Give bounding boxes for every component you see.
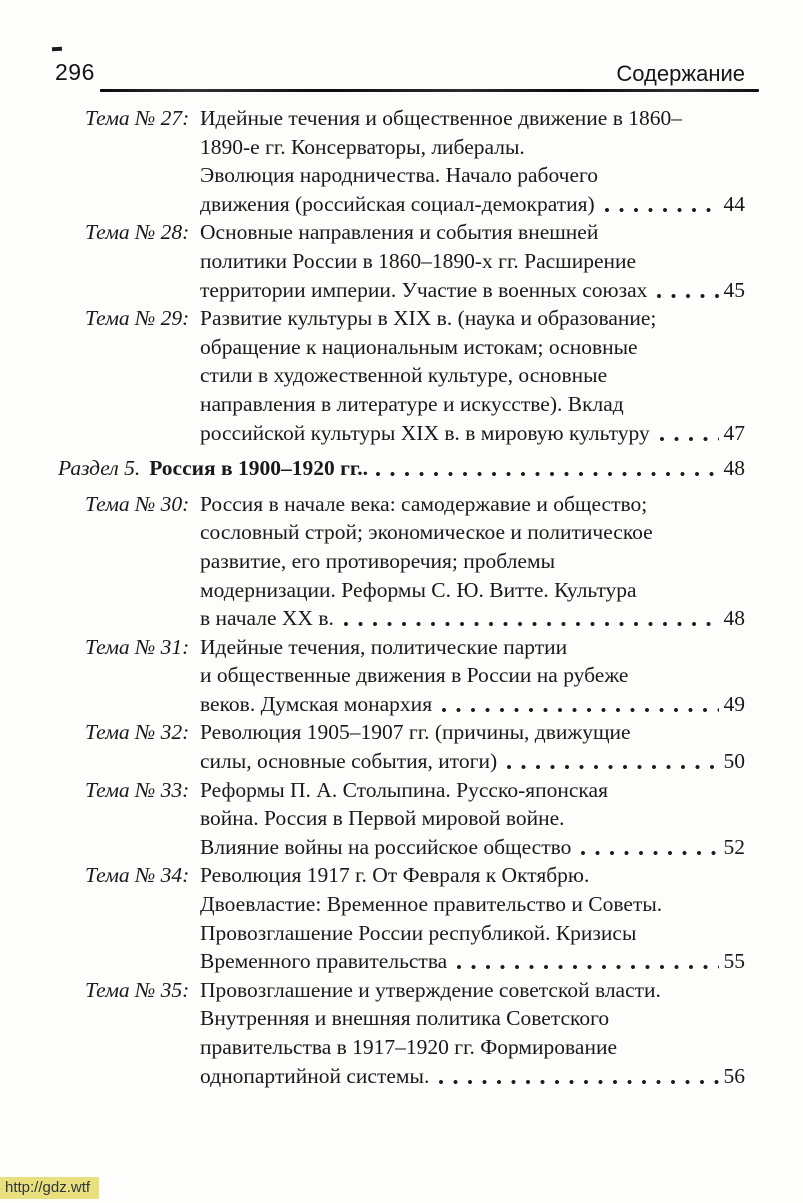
toc-entry-label: Тема № 34: (85, 863, 190, 888)
toc-entry-line: однопартийной системы. (200, 1063, 430, 1088)
toc-entry-line: Двоевластие: Временное правительство и Советы. (200, 892, 663, 917)
dot-leader (453, 947, 718, 976)
toc-entry-line: территории империи. Участие в военных союзах (200, 277, 648, 302)
page-number-ref: 45 (723, 277, 745, 302)
toc-entry-last-line (200, 1062, 745, 1091)
toc-entry-body (200, 776, 745, 862)
toc-entry-body (200, 104, 745, 218)
dot-leader (601, 190, 719, 219)
toc-entry-line: российской культуры XIX в. в мировую культуру (200, 420, 650, 445)
toc-entry (0, 304, 745, 447)
toc-entry-last-line (200, 190, 745, 219)
dot-leader (653, 276, 718, 305)
page-number: 296 (55, 59, 95, 85)
toc-entry-last-line (200, 947, 745, 976)
toc-entry-line: модернизации. Реформы С. Ю. Витте. Культура (200, 577, 637, 602)
toc-entry-last-line (200, 833, 745, 862)
toc-entry-label: Тема № 35: (85, 977, 190, 1002)
toc-entry-line: движения (российская социал-демократия) (200, 191, 595, 216)
dot-leader (438, 690, 718, 719)
page-number-ref: 47 (723, 420, 745, 445)
page-number-ref: 52 (723, 834, 745, 859)
toc-entry-line: стили в художественной культуре, основные (200, 363, 608, 388)
watermark-url: http://gdz.wtf (0, 1177, 99, 1199)
running-header-title: Содержание (616, 61, 745, 86)
toc-entry-line: веков. Думская монархия (200, 691, 433, 716)
toc-entry-line: Эволюция народничества. Начало рабочего (200, 163, 599, 188)
toc-entry-line: Революция 1905–1907 гг. (причины, движущие (200, 720, 631, 745)
page-number-ref: 56 (723, 1063, 745, 1088)
toc-entry (0, 633, 745, 719)
toc-entry-line: Революция 1917 г. От Февраля к Октябрю. (200, 863, 590, 888)
toc-entry-line: силы, основные события, итоги) (200, 749, 498, 774)
toc-entry-last-line (200, 747, 745, 776)
toc-entry-line: сословный строй; экономическое и политическое (200, 520, 653, 545)
toc-entry-line: Основные направления и события внешней (200, 220, 599, 245)
page-number-ref: 48 (723, 456, 745, 481)
toc-entry (0, 776, 745, 862)
toc-entry (0, 718, 745, 775)
toc-entry-line: правительства в 1917–1920 гг. Формирование (200, 1035, 618, 1059)
dot-leader (503, 747, 718, 776)
page-number-ref: 44 (723, 191, 745, 216)
toc-entry-label: Тема № 27: (85, 106, 190, 130)
toc-entry-line: 1890-е гг. Консерваторы, либералы. (200, 134, 525, 159)
toc-entry-line: Внутренняя и внешняя политика Советского (200, 1006, 610, 1031)
toc-entry-body (200, 633, 745, 719)
toc-entry-label: Тема № 29: (85, 306, 190, 331)
toc-entry-line: направления в литературе и искусстве). Вклад (200, 391, 624, 416)
toc-entry-last-line (200, 419, 745, 448)
toc-entry (0, 490, 745, 633)
page-number-ref: 48 (723, 606, 745, 631)
header-rule (100, 89, 759, 92)
page-number-ref: 55 (723, 949, 745, 974)
dot-leader (656, 419, 719, 448)
toc-entry (0, 861, 745, 975)
toc-entry-line: Реформы П. А. Столыпина. Русско-японская (200, 777, 608, 802)
toc-entry-body (200, 218, 745, 304)
dot-leader (435, 1062, 718, 1091)
toc-entry-last-line (200, 690, 745, 719)
page-number-ref: 50 (723, 749, 745, 774)
toc-entry-body (200, 304, 745, 447)
toc-entry-label: Тема № 30: (85, 491, 190, 516)
toc-entry (0, 104, 745, 218)
toc-entry-line: Влияние войны на российское общество (200, 834, 572, 859)
toc-entry-body (200, 718, 745, 775)
dot-leader (577, 833, 718, 862)
toc-entry-line: политики России в 1860–1890-х гг. Расширение (200, 248, 637, 273)
toc-entry-label: Тема № 32: (85, 720, 190, 745)
toc-entry-label: Тема № 31: (85, 634, 190, 659)
toc-entry-line: Провозглашение России республикой. Кризисы (200, 920, 637, 945)
toc-entry-line: в начале XX в. (200, 606, 334, 631)
dot-leader (372, 454, 719, 483)
toc-entry-line: Развитие культуры в XIX в. (наука и образование; (200, 306, 657, 331)
toc-entry (0, 976, 745, 1090)
toc-entry-line: обращение к национальным истокам; основные (200, 334, 638, 359)
toc-entry-label: Тема № 33: (85, 777, 190, 802)
toc-entry-last-line (200, 604, 745, 633)
toc-section-label: Раздел 5. (58, 456, 141, 481)
dot-leader (340, 604, 719, 633)
toc-section-title: Россия в 1900–1920 гг.. (149, 456, 368, 481)
table-of-contents (0, 104, 803, 1090)
page-number-ref: 49 (723, 691, 745, 716)
toc-entry-line: Временного правительства (200, 949, 448, 974)
toc-entry-label: Тема № 28: (85, 220, 190, 245)
toc-entry-line: и общественные движения в России на рубеже (200, 663, 629, 688)
toc-section-row (58, 454, 745, 483)
toc-entry-line: война. Россия в Первой мировой войне. (200, 806, 565, 831)
toc-entry-body (200, 861, 745, 975)
toc-entry-body (200, 490, 745, 633)
toc-entry-line: Идейные течения и общественное движение в 1860– (200, 106, 682, 130)
toc-entry-body (200, 976, 745, 1090)
toc-entry-line: Идейные течения, политические партии (200, 634, 568, 659)
toc-entry (0, 218, 745, 304)
toc-entry-line: Провозглашение и утверждение советской власти. (200, 977, 661, 1002)
toc-entry-last-line (200, 276, 745, 305)
toc-entry-line: Россия в начале века: самодержавие и общество; (200, 491, 648, 516)
toc-entry-line: развитие, его противоречия; проблемы (200, 548, 556, 573)
scan-artifact-speck (52, 47, 62, 52)
